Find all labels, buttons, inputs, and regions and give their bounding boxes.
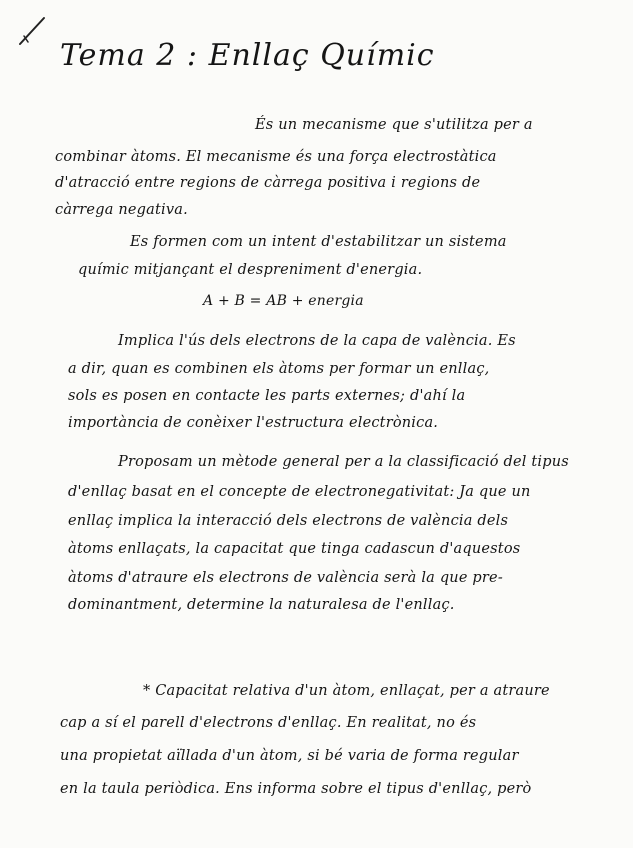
pen-stroke-mark [14, 10, 54, 50]
paragraph-3-line-4: importància de conèixer l'estructura electrònica. [68, 415, 439, 431]
paragraph-1-line-3: d'atracció entre regions de càrrega positiva i regions de [55, 175, 481, 191]
paragraph-4-line-1: Proposam un mètode general per a la classificació del tipus [118, 454, 569, 470]
footnote-line-2: cap a sí el parell d'electrons d'enllaç. En realitat, no és [60, 715, 477, 731]
paragraph-3-line-2: a dir, quan es combinen els àtoms per formar un enllaç, [68, 361, 490, 377]
page-title: Tema 2 : Enllaç Químic [60, 38, 435, 73]
paragraph-2-line-1: Es formen com un intent d'estabilitzar un sistema [130, 234, 507, 250]
footnote-line-1: * Capacitat relativa d'un àtom, enllaçat, per a atraure [143, 683, 550, 699]
paragraph-3-line-3: sols es posen en contacte les parts externes; d'ahí la [68, 388, 466, 404]
paragraph-4-line-2: d'enllaç basat en el concepte de electronegativitat: Ja que un [68, 484, 531, 500]
footnote-line-4: en la taula periòdica. Ens informa sobre el tipus d'enllaç, però [60, 781, 532, 797]
reaction-equation: A + B = AB + energia [203, 293, 364, 309]
paragraph-4-line-4: àtoms enllaçats, la capacitat que tinga cadascun d'aquestos [68, 541, 521, 557]
paragraph-1-line-1: És un mecanisme que s'utilitza per a [255, 117, 533, 133]
paragraph-1-line-4: càrrega negativa. [55, 202, 188, 218]
footnote-line-3: una propietat aïllada d'un àtom, si bé varia de forma regular [60, 748, 519, 764]
paragraph-4-line-5: àtoms d'atraure els electrons de valència serà la que pre- [68, 570, 503, 586]
paragraph-1-line-2: combinar àtoms. El mecanisme és una força electrostàtica [55, 149, 497, 165]
paragraph-3-line-1: Implica l'ús dels electrons de la capa de valència. Es [118, 333, 516, 349]
paragraph-4-line-6: dominantment, determine la naturalesa de l'enllaç. [68, 597, 455, 613]
paragraph-2-line-2: químic mitjançant el despreniment d'energia. [78, 262, 423, 278]
paragraph-4-line-3: enllaç implica la interacció dels electrons de valència dels [68, 513, 509, 529]
